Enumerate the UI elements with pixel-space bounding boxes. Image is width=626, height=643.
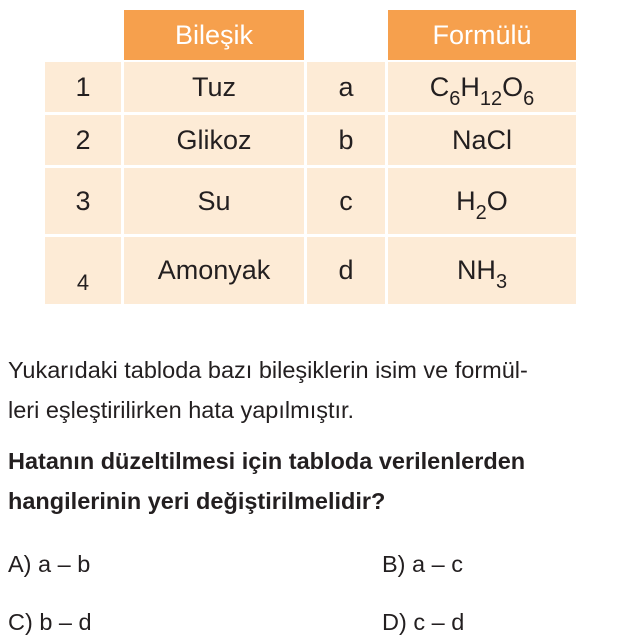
paragraph-line-2: leri eşleştirilirken hata yapılmıştır.	[8, 397, 355, 423]
option-c[interactable]: C) b – d	[8, 609, 92, 635]
option-a[interactable]: A) a – b	[8, 551, 91, 577]
formula-subscript: 12	[479, 87, 503, 110]
formula-text	[456, 255, 508, 293]
formula-subscript: 2	[475, 201, 487, 224]
row-3-compound: Su	[124, 168, 304, 234]
formula-text	[456, 185, 508, 224]
paragraph-line-1: Yukarıdaki tabloda bazı bileşiklerin isim ve formül-	[8, 357, 528, 383]
formula-text	[429, 71, 535, 110]
row-2-compound: Glikoz	[124, 115, 304, 165]
formula-element: NaCl	[451, 124, 512, 155]
row-2-formula	[388, 115, 576, 165]
row-1-formula	[388, 62, 576, 112]
formula-subscript: 6	[523, 87, 535, 110]
header-compound: Bileşik	[124, 10, 304, 60]
formula-element: O	[502, 71, 524, 102]
formula-text	[452, 125, 512, 156]
row-3-number: 3	[45, 168, 121, 234]
row-2-number: 2	[45, 115, 121, 165]
option-b[interactable]: B) a – c	[382, 551, 463, 577]
formula-subscript: 6	[449, 87, 461, 110]
row-4-formula	[388, 237, 576, 304]
row-1-number: 1	[45, 62, 121, 112]
question-line-1: Hatanın düzeltilmesi için tabloda verilenlerden	[8, 448, 526, 474]
formula-subscript: 3	[495, 271, 508, 293]
header-formula: Formülü	[388, 10, 576, 60]
row-3-formula	[388, 168, 576, 234]
formula-element: O	[486, 185, 508, 216]
formula-element: C	[429, 71, 450, 102]
row-3-letter: c	[307, 168, 385, 234]
row-4-letter: d	[307, 237, 385, 304]
row-4-number: 4	[45, 237, 121, 304]
formula-element: H	[460, 71, 480, 102]
question-line-2: hangilerinin yeri değiştirilmelidir?	[8, 488, 386, 514]
row-4-compound: Amonyak	[124, 237, 304, 304]
formula-element: NH	[456, 255, 496, 285]
option-d[interactable]: D) c – d	[382, 609, 465, 635]
row-2-letter: b	[307, 115, 385, 165]
row-1-letter: a	[307, 62, 385, 112]
formula-element: H	[456, 185, 476, 216]
row-1-compound: Tuz	[124, 62, 304, 112]
